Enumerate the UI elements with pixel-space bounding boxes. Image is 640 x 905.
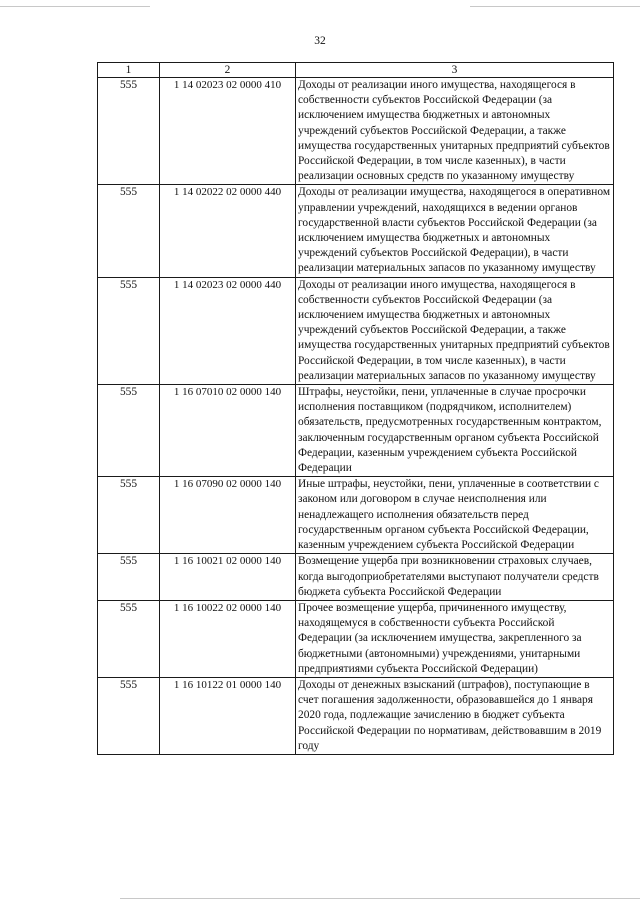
table-header-row [98, 63, 614, 78]
revenue-description-cell: Доходы от реализации иного имущества, находящегося в собственности субъектов Российской Федерации (за исключением имущества бюджетных и автономных учреждений субъектов Российской Федерации, а также имущества государственных унитарных предприятий субъектов Российской Федерации, в том числе казенных), в части реализации материальных запасов по указанному имуществу [296, 277, 614, 384]
column-header-3: 3 [296, 63, 614, 78]
admin-code-cell: 555 [98, 600, 160, 677]
revenue-description-cell: Доходы от денежных взысканий (штрафов), поступающие в счет погашения задолженности, образовавшейся до 1 января 2020 года, подлежащие зачислению в бюджет субъекта Российской Федерации по нормативам, действовавшим в 2019 году [296, 677, 614, 754]
revenue-code-cell: 1 14 02022 02 0000 440 [160, 185, 296, 277]
admin-code-cell: 555 [98, 185, 160, 277]
admin-code-cell: 555 [98, 277, 160, 384]
revenue-description-cell: Доходы от реализации иного имущества, находящегося в собственности субъектов Российской Федерации (за исключением имущества бюджетных и автономных учреждений субъектов Российской Федерации, а также имущества государственных унитарных предприятий субъектов Российской Федерации, в том числе казенных), в части реализации основных средств по указанному имуществу [296, 78, 614, 185]
scan-edge-top-left [0, 6, 150, 7]
revenue-code-cell: 1 16 10021 02 0000 140 [160, 554, 296, 601]
revenue-description-cell: Прочее возмещение ущерба, причиненного имуществу, находящемуся в собственности субъекта Российской Федерации (за исключением имущества, закрепленного за бюджетными (автономными) учреждениями, унитарными предприятиями субъекта Российской Федерации) [296, 600, 614, 677]
admin-code-cell: 555 [98, 477, 160, 554]
table-row [98, 554, 614, 601]
revenue-code-cell: 1 14 02023 02 0000 440 [160, 277, 296, 384]
table-row [98, 677, 614, 754]
table-row [98, 385, 614, 477]
column-header-1: 1 [98, 63, 160, 78]
revenue-code-cell: 1 16 07090 02 0000 140 [160, 477, 296, 554]
revenue-code-cell: 1 16 07010 02 0000 140 [160, 385, 296, 477]
table-row [98, 600, 614, 677]
admin-code-cell: 555 [98, 554, 160, 601]
table-row [98, 477, 614, 554]
page-number: 32 [314, 35, 326, 47]
revenue-code-cell: 1 14 02023 02 0000 410 [160, 78, 296, 185]
admin-code-cell: 555 [98, 677, 160, 754]
revenue-description-cell: Возмещение ущерба при возникновении страховых случаев, когда выгодоприобретателями выступают получатели средств бюджета субъекта Российской Федерации [296, 554, 614, 601]
table-row [98, 185, 614, 277]
admin-code-cell: 555 [98, 385, 160, 477]
scan-edge-top-right [470, 6, 640, 7]
admin-code-cell: 555 [98, 78, 160, 185]
table-row [98, 277, 614, 384]
table-row [98, 78, 614, 185]
revenue-description-cell: Доходы от реализации имущества, находящегося в оперативном управлении учреждений, находящихся в ведении органов государственной власти субъектов Российской Федерации (за исключением имущества бюджетных и автономных учреждений субъектов Российской Федерации), в части реализации материальных запасов по указанному имуществу [296, 185, 614, 277]
revenue-code-cell: 1 16 10122 01 0000 140 [160, 677, 296, 754]
revenue-description-cell: Иные штрафы, неустойки, пени, уплаченные в соответствии с законом или договором в случае неисполнения или ненадлежащего исполнения обязательств перед государственным органом субъекта Российской Федерации, казенным учреждением субъекта Российской Федерации [296, 477, 614, 554]
revenue-codes-table [97, 62, 614, 755]
revenue-code-cell: 1 16 10022 02 0000 140 [160, 600, 296, 677]
scan-edge-bottom [120, 898, 640, 899]
column-header-2: 2 [160, 63, 296, 78]
revenue-description-cell: Штрафы, неустойки, пени, уплаченные в случае просрочки исполнения поставщиком (подрядчиком, исполнителем) обязательств, предусмотренных государственным контрактом, заключенным государственным органом субъекта Российской Федерации, казенным учреждением субъекта Российской Федерации [296, 385, 614, 477]
